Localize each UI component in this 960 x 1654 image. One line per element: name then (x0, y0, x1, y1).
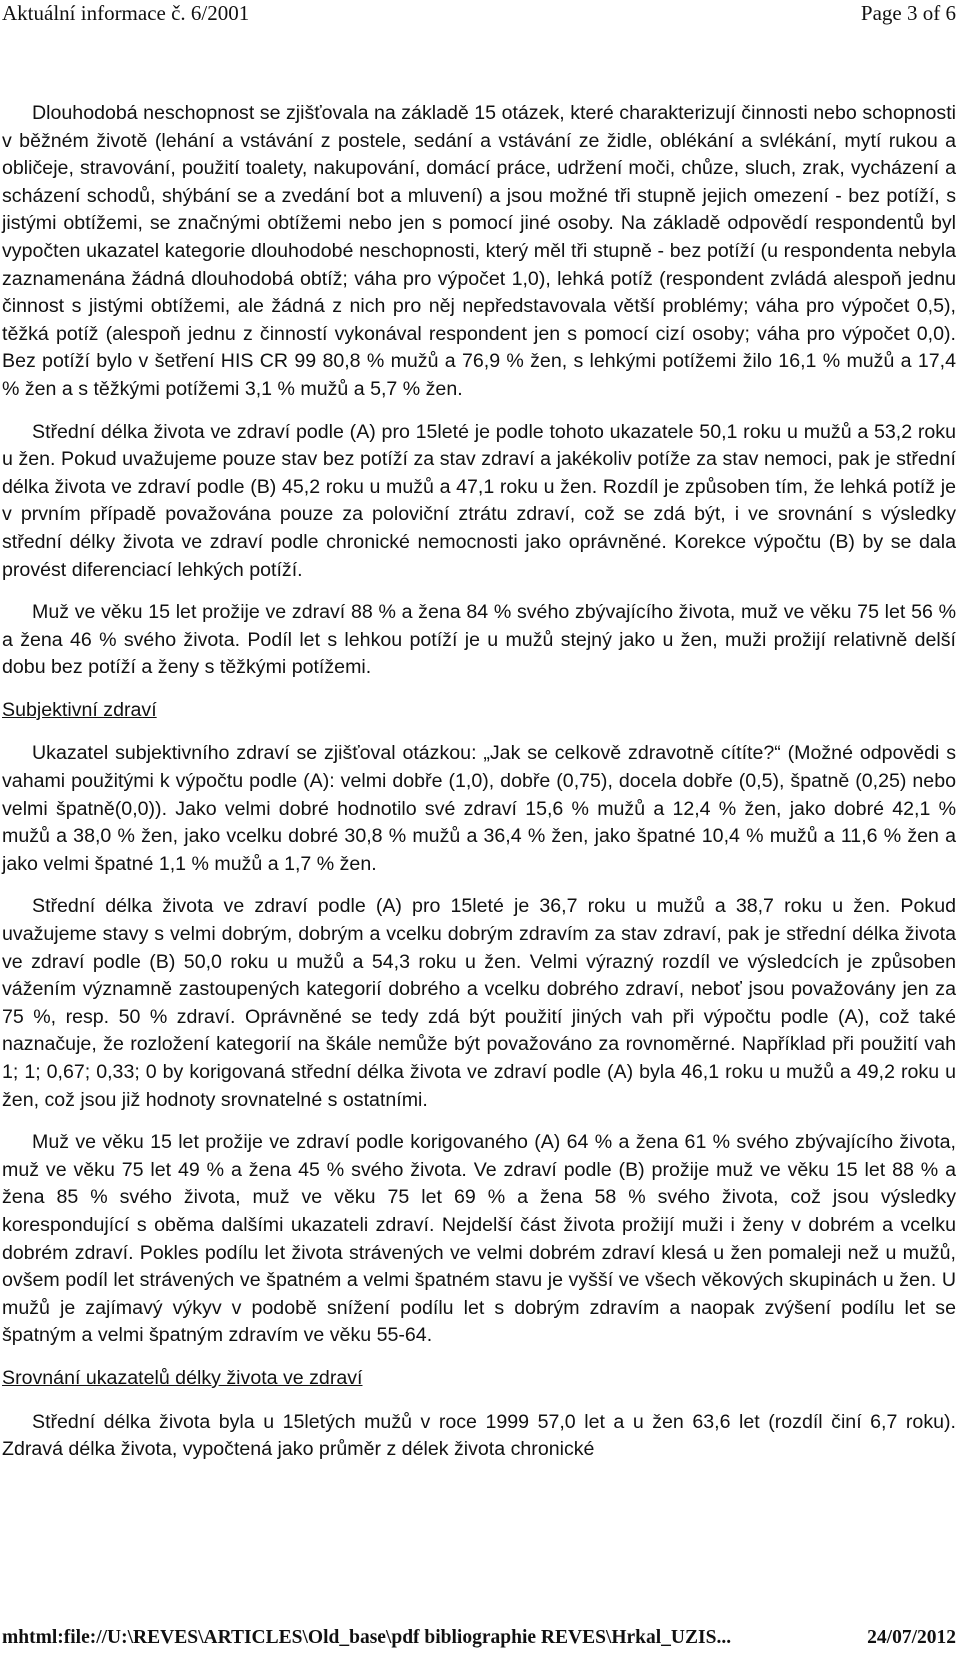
page-footer (2, 1626, 958, 1654)
paragraph-subjective-health-indicator: Ukazatel subjektivního zdraví se zjišťoval otázkou: „Jak se celkově zdravotně cítíte?“ (Možné odpovědi s vahami použitými k výpočtu podle (A): velmi dobře (1,0), dobře (0,75), docela dobře (0,5), špatně (0,25) nebo velmi špatně(0,0)). Jako velmi dobré hodnotilo své zdraví 15,6 % mužů a 12,4 % žen, jako dobré 42,1 % mužů a 38,0 % žen, jako vcelku dobré 30,8 % mužů a 36,4 % žen, jako špatné 10,4 % mužů a 11,6 % žen a jako velmi špatné 1,1 % mužů a 1,7 % žen. (2, 742, 956, 875)
paragraph-long-term-disability: Dlouhodobá neschopnost se zjišťovala na základě 15 otázek, které charakterizují činnosti nebo schopnosti v běžném životě (lehání a vstávání z postele, sedání a vstávání ze židle, oblékání a svlékání, mytí rukou a obličeje, stravování, použití toalety, nakupování, domácí práce, udržení moči, chůze, sluch, zrak, vycházení a scházení schodů, shýbání se a zvedání bot a mluvení) a jsou možné tři stupně jejich omezení - bez potíží, s jistými obtížemi, se značnými obtížemi nebo jen s pomocí jiné osoby. Na základě odpovědí respondentů byl vypočten ukazatel kategorie dlouhodobé neschopnosti, který měl tři stupně - bez potíží (u respondenta nebyla zaznamenána žádná dlouhodobá obtíž; váha pro výpočet 1,0), lehká potíž (respondent zvládá alespoň jednu činnost s jistými obtížemi, ale žádná z nich pro něj nepředstavovala větší problémy; váha pro výpočet 0,5), těžká potíž (alespoň jednu z činností vykonával respondent jen s pomocí cizí osoby; váha pro výpočet 0,0). Bez potíží bylo v šetření HIS CR 99 80,8 % mužů a 76,9 % žen, s lehkými potížemi žilo 16,1 % mužů a 17,4 % žen a s těžkými potížemi 3,1 % mužů a 5,7 % žen. (2, 102, 956, 400)
print-date: 24/07/2012 (867, 1627, 956, 1648)
paragraph-subjective-health-expectancy: Střední délka života ve zdraví podle (A) pro 15leté je 36,7 roku u mužů a 38,7 roku u žen. Pokud uvažujeme stavy s velmi dobrým, dobrým a vcelku dobrým zdravím za stav zdraví, pak je střední délka života ve zdraví podle (B) 50,0 roku u mužů a 54,3 roku u žen. Velmi výrazný rozdíl ve výsledcích je způsoben vážením významně zastoupených kategorií dobrého a vcelku dobrého zdraví, neboť jsou považovány jen za 75 %, resp. 50 % zdraví. Oprávněné se tedy zdá být použití jiných vah při výpočtu podle (A), což také naznačuje, že rozložení kategorií na škále nemůže být považováno za rovnoměrné. Například při použití vah 1; 1; 0,67; 0,33; 0 by korigovaná střední délka života ve zdraví podle (A) byla 46,1 roku u mužů a 49,2 roku u žen, což jsou již hodnoty srovnatelné s ostatními. (2, 895, 956, 1111)
section-heading-subjective-health: Subjektivní zdraví (2, 698, 157, 721)
document-title: Aktuální informace č. 6/2001 (2, 1, 250, 25)
document-body (2, 100, 956, 1479)
paragraph-subjective-health-share: Muž ve věku 15 let prožije ve zdraví podle korigovaného (A) 64 % a žena 61 % svého zbývajícího života, muž ve věku 75 let 49 % a žena 45 % svého života. Ve zdraví podle (B) prožije muž ve věku 15 let 88 % a žena 85 % svého života, muž ve věku 75 let 69 % a žena 58 % svého života, což jsou výsledky korespondující s oběma dalšími ukazateli zdraví. Nejdelší část života prožijí muži i ženy v dobrém a vcelku dobrém zdraví. Pokles podílu let života strávených ve velmi dobrém zdraví klesá u žen pomaleji než u mužů, ovšem podíl let strávených ve špatném a velmi špatném stavu je vyšší ve všech věkových skupinách u žen. U mužů je zajímavý výkyv v podobě snížení podílu let s dobrým zdravím a naopak zvýšení podílu let se špatným a velmi špatným zdravím ve věku 55-64. (2, 1131, 956, 1347)
paragraph-healthy-life-expectancy-disability: Střední délka života ve zdraví podle (A) pro 15leté je podle tohoto ukazatele 50,1 roku u mužů a 53,2 roku u žen. Pokud uvažujeme pouze stav bez potíží za stav zdraví a jakékoliv potíže za stav nemoci, pak je střední délka života ve zdraví podle (B) 45,2 roku u mužů a 47,1 roku u žen. Rozdíl je způsoben tím, že lehká potíž je v prvním případě považována pouze za poloviční ztrátu zdraví, což se zdá být, i ve srovnání s výsledky střední délky života ve zdraví podle chronické nemocnosti jako oprávněné. Korekce výpočtu (B) by se dala provést diferenciací lehkých potíží. (2, 420, 956, 581)
section-heading-comparison: Srovnání ukazatelů délky života ve zdraví (2, 1366, 363, 1389)
source-path: mhtml:file://U:\REVES\ARTICLES\Old_base\pdf bibliographie REVES\Hrkal_UZIS... (2, 1627, 732, 1648)
page-header (2, 0, 958, 34)
paragraph-comparison: Střední délka života byla u 15letých mužů v roce 1999 57,0 let a u žen 63,6 let (rozdíl činí 6,7 roku). Zdravá délka života, vypočtená jako průměr z délek života chronické (2, 1410, 956, 1461)
page-number: Page 3 of 6 (860, 1, 956, 25)
paragraph-share-of-life: Muž ve věku 15 let prožije ve zdraví 88 % a žena 84 % svého zbývajícího života, muž ve věku 75 let 56 % a žena 46 % svého života. Podíl let s lehkou potíží je u mužů stejný jako u žen, muži prožijí relativně delší dobu bez potíží a ženy s těžkými potížemi. (2, 601, 956, 679)
